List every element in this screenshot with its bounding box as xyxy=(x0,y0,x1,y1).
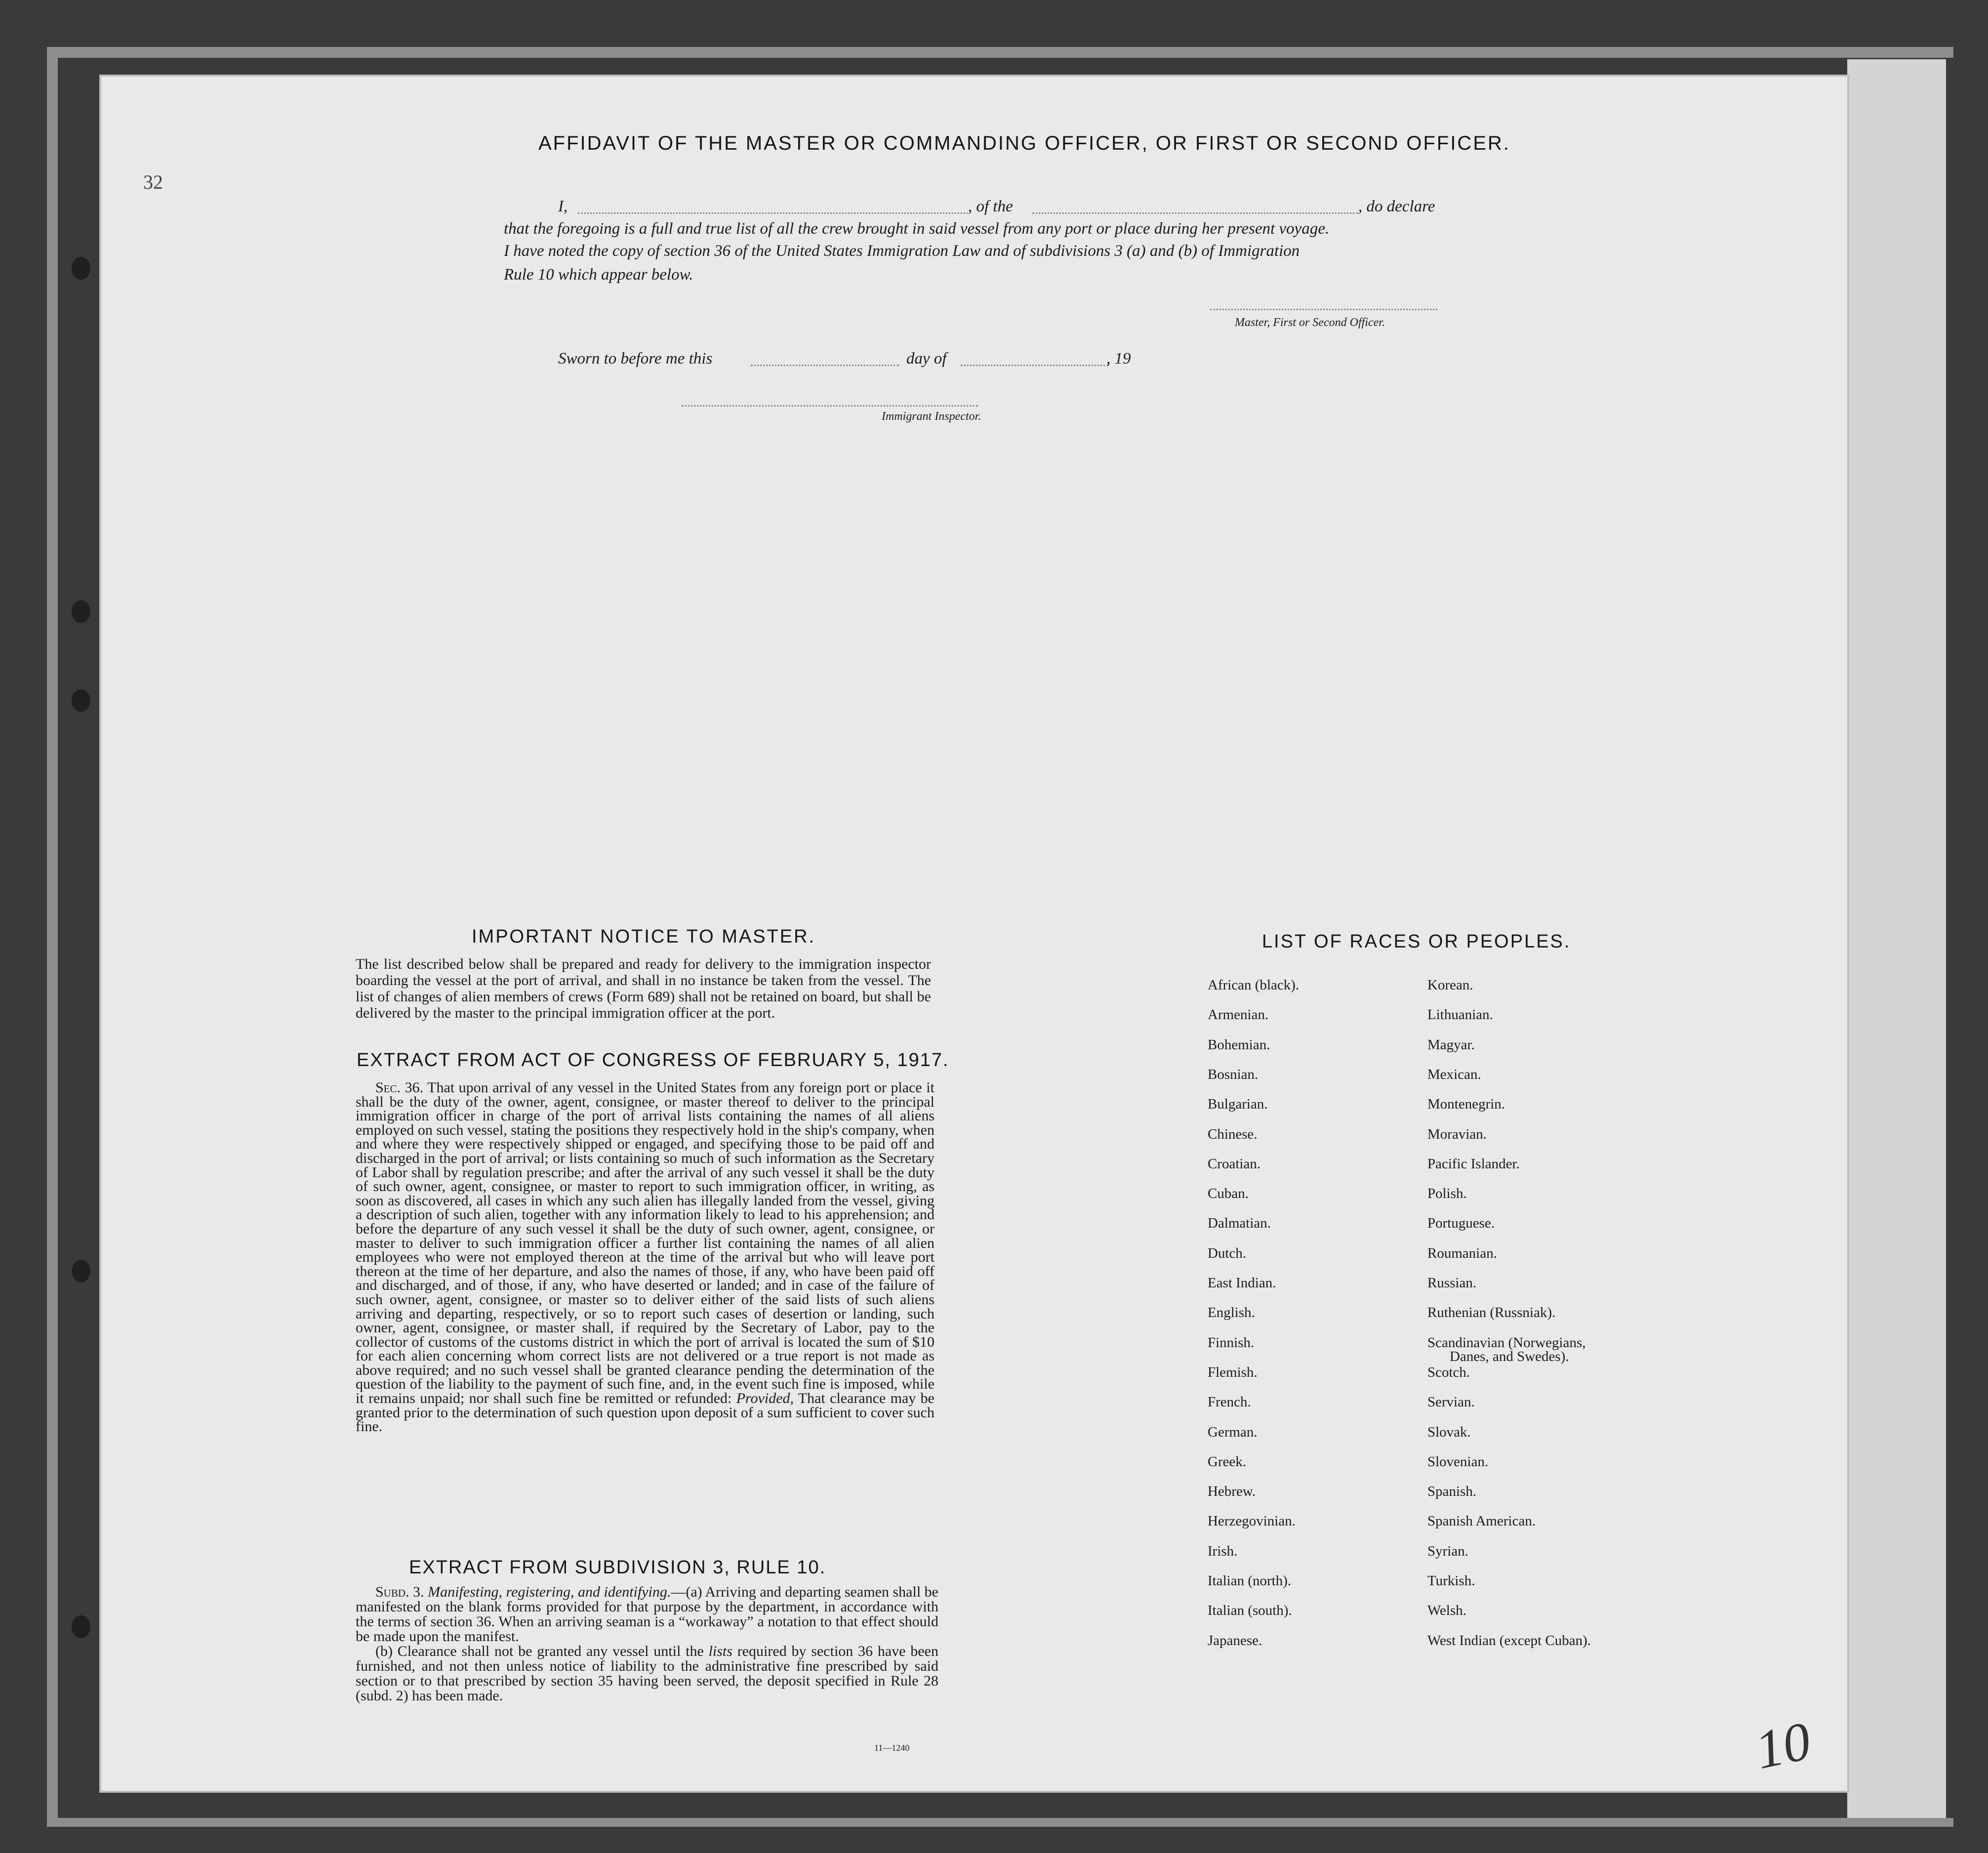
race-item: Pacific Islander. xyxy=(1427,1155,1520,1172)
section-text: That upon arrival of any vessel in the United States from any foreign port or place it shall be the duty of the owner, agent, consignee, or master thereof to deliver to the principal immigration officer in charge of the port of arrival lists containing the names of all aliens employed on such vessel, stating the positions they respectively hold in the ship's company, when and where they were respectively shipped or engaged, and specifying those to be paid off and discharged in the port of arrival; or lists containing so much of such information as the Secretary of Labor shall by regulation prescribe; and after the arrival of any such vessel it shall be the duty of such owner, agent, consignee, or master to report to such immigration officer, in writing, as soon as discovered, all cases in which any such alien has illegally landed from the vessel, giving a description of such alien, together with any information likely to lead to his apprehension; and before the departure of any such vessel it shall be the duty of such owner, agent, consignee, or master to deliver to such immigration officer a further list containing the names of all alien employees who were not employed thereon at the time of the arrival but who will leave port thereon at the time of her departure, and also the names of those, if any, who have been paid off and discharged, and of those, if any, who have deserted or landed; and in case of the failure of such owner, agent, consignee, or master so to deliver either of the said lists of such aliens arriving and departing, respectively, or so to report such cases of desertion or landing, such owner, agent, consignee, or master shall, if required by the Secretary of Labor, pay to the collector of customs of the customs district in which the port of arrival is located the sum of $10 for each alien concerning whom correct lists are not delivered or a true report is not made as above required; and no such vessel shall be granted clearance pending the determination of the question of the liability to the payment of such fine, and, in the event such fine is imposed, while it remains unpaid; nor shall such fine be remitted or refunded: xyxy=(356,1079,934,1407)
race-item: Spanish. xyxy=(1427,1483,1477,1500)
subdivision-heading: Manifesting, registering, and identifying. xyxy=(428,1584,671,1600)
race-item: French. xyxy=(1208,1394,1251,1410)
provided-word: Provided, xyxy=(736,1390,794,1407)
binding-hole xyxy=(72,257,90,280)
race-item: Armenian. xyxy=(1208,1007,1269,1023)
affidavit-title: AFFIDAVIT OF THE MASTER OR COMMANDING OFFICER, OR FIRST OR SECOND OFFICER. xyxy=(538,132,1510,154)
race-item: Chinese. xyxy=(1208,1126,1258,1142)
binding-hole xyxy=(72,689,90,712)
race-item: Moravian. xyxy=(1427,1126,1487,1142)
race-item: Italian (south). xyxy=(1208,1603,1292,1619)
race-item: German. xyxy=(1208,1424,1258,1440)
race-item: Danes, and Swedes). xyxy=(1450,1348,1569,1364)
handwritten-number: 10 xyxy=(1750,1710,1816,1781)
race-item: Scandinavian (Norwegians, xyxy=(1427,1334,1586,1351)
race-item: Croatian. xyxy=(1208,1155,1261,1172)
race-item: Lithuanian. xyxy=(1427,1007,1493,1023)
extract1-title: EXTRACT FROM ACT OF CONGRESS OF FEBRUARY 5, 1917. xyxy=(357,1050,949,1071)
race-item: Welsh. xyxy=(1427,1603,1467,1619)
race-item: Mexican. xyxy=(1427,1066,1481,1082)
inspector-signature-blank xyxy=(682,405,978,407)
day-of-label: day of xyxy=(906,350,947,368)
subdivision-label: Subd. 3. xyxy=(375,1584,424,1600)
race-item: East Indian. xyxy=(1208,1275,1276,1291)
race-item: Syrian. xyxy=(1427,1543,1468,1559)
race-item: Scotch. xyxy=(1427,1364,1470,1380)
sworn-label: Sworn to before me this xyxy=(558,350,713,368)
race-item: Herzegovinian. xyxy=(1208,1513,1296,1529)
subdivision-b-text-end: required by section 36 have been furnished, and not then unless notice of liability to the administrative fine prescribed by said section or to that prescribed by section 35 having been served, the deposit specified in Rule 28 (subd. 2) has been made. xyxy=(356,1643,938,1704)
stack-edge-top xyxy=(47,47,1953,58)
race-item: Montenegrin. xyxy=(1427,1096,1505,1112)
affidavit-line-3: I have noted the copy of section 36 of the United States Immigration Law and of subdivisions 3 (a) and (b) of Immigration xyxy=(504,242,1300,260)
section-text-end: That clearance may be granted prior to the determination of such question upon deposit of a sum sufficient to cover such fine. xyxy=(356,1390,934,1435)
binding-hole xyxy=(72,1260,90,1282)
section-label: Sec. 36. xyxy=(375,1079,424,1096)
form-number: 11—1240 xyxy=(874,1743,910,1753)
subdivision-b xyxy=(356,1644,938,1703)
race-item: Bohemian. xyxy=(1208,1036,1270,1053)
notice-body: The list described below shall be prepared and ready for delivery to the immigration inspector boarding the vessel at the port of arrival, and shall in no instance be taken from the vessel. The list of changes of alien members of crews (Form 689) shall not be retained on board, but shall be delivered by the master to the principal immigration officer at the port. xyxy=(356,956,931,1021)
sworn-day-blank xyxy=(751,365,899,366)
affidavit-line-2: that the foregoing is a full and true list of all the crew brought in said vessel from any port or place during her present voyage. xyxy=(504,220,1330,238)
binding-hole xyxy=(72,600,90,623)
extract1-body xyxy=(356,1081,934,1434)
affidavit-of-the: , of the xyxy=(968,198,1013,215)
extract2-title: EXTRACT FROM SUBDIVISION 3, RULE 10. xyxy=(409,1557,826,1578)
race-item: Servian. xyxy=(1427,1394,1475,1410)
race-item: African (black). xyxy=(1208,977,1299,993)
race-item: Korean. xyxy=(1427,977,1473,993)
extract2-body xyxy=(356,1585,938,1703)
race-item: Cuban. xyxy=(1208,1186,1249,1202)
top-left-mark: 32 xyxy=(143,171,163,193)
race-item: Roumanian. xyxy=(1427,1245,1497,1261)
race-item: Slovenian. xyxy=(1427,1453,1489,1470)
race-item: Hebrew. xyxy=(1208,1483,1256,1500)
race-item: West Indian (except Cuban). xyxy=(1427,1632,1591,1648)
race-item: Dutch. xyxy=(1208,1245,1247,1261)
affidavit-i: I, xyxy=(558,198,568,215)
lists-word: lists xyxy=(708,1643,732,1659)
stack-edge-bottom xyxy=(47,1818,1953,1827)
vessel-name-blank xyxy=(1032,212,1358,214)
master-signature-blank xyxy=(1210,309,1437,310)
race-item: Polish. xyxy=(1427,1186,1467,1202)
master-signature-label: Master, First or Second Officer. xyxy=(1235,316,1385,329)
race-item: Portuguese. xyxy=(1427,1215,1495,1232)
race-item: Dalmatian. xyxy=(1208,1215,1271,1232)
binding-hole xyxy=(72,1615,90,1638)
form-page xyxy=(101,77,1847,1791)
subdivision-a-text: —(a) Arriving and departing seamen shall be manifested on the blank forms provided for that purpose by the department, in accordance with the terms of section 36. When an arriving seaman is a “workaway” a notation to that effect should be made upon the manifest. xyxy=(356,1584,938,1645)
race-item: Japanese. xyxy=(1208,1632,1262,1648)
race-item: Flemish. xyxy=(1208,1364,1258,1380)
races-title: LIST OF RACES OR PEOPLES. xyxy=(1262,931,1571,952)
notice-title: IMPORTANT NOTICE TO MASTER. xyxy=(472,926,816,947)
race-item: Russian. xyxy=(1427,1275,1477,1291)
subdivision-b-text: (b) Clearance shall not be granted any vessel until the xyxy=(375,1643,704,1659)
affidavit-line-4: Rule 10 which appear below. xyxy=(504,266,693,284)
race-item: Ruthenian (Russniak). xyxy=(1427,1305,1556,1321)
year-label: , 19 xyxy=(1106,350,1131,368)
race-item: Greek. xyxy=(1208,1453,1247,1470)
race-item: Turkish. xyxy=(1427,1573,1475,1589)
race-item: Spanish American. xyxy=(1427,1513,1536,1529)
race-item: English. xyxy=(1208,1305,1255,1321)
race-item: Slovak. xyxy=(1427,1424,1471,1440)
race-item: Italian (north). xyxy=(1208,1573,1292,1589)
subdivision-a xyxy=(356,1585,938,1644)
affiant-name-blank xyxy=(578,212,968,214)
race-item: Irish. xyxy=(1208,1543,1238,1559)
race-item: Magyar. xyxy=(1427,1036,1475,1053)
sworn-month-blank xyxy=(961,365,1109,366)
stack-edge-left xyxy=(47,47,58,1825)
right-page-margin xyxy=(1847,59,1946,1818)
race-item: Finnish. xyxy=(1208,1334,1255,1351)
race-item: Bosnian. xyxy=(1208,1066,1258,1082)
race-item: Bulgarian. xyxy=(1208,1096,1268,1112)
inspector-signature-label: Immigrant Inspector. xyxy=(882,410,981,423)
affidavit-do-declare: , do declare xyxy=(1358,198,1435,215)
